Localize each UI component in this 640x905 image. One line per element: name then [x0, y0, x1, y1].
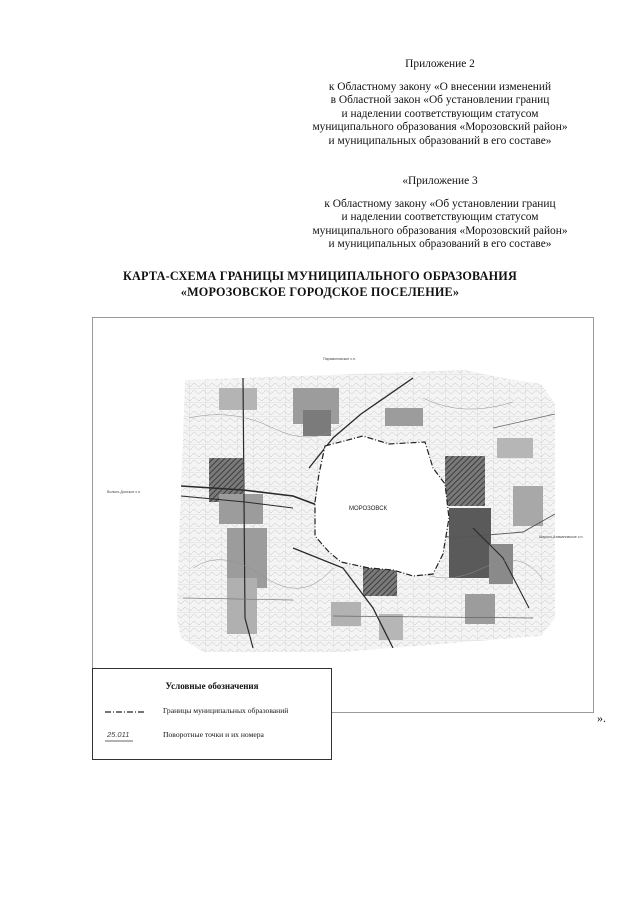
appendix-3-line: и муниципальных образований в его составе»: [328, 238, 552, 251]
appendix-3-line: муниципального образования «Морозовский район»: [312, 224, 568, 237]
map-label-neighbor-top: Парамоновское с.п.: [323, 357, 357, 361]
appendix-2-line: к Областному закону «О внесении изменений: [328, 80, 552, 93]
document-title: [0, 268, 640, 300]
map-label-town: МОРОЗОВСК: [348, 506, 388, 512]
map-frame: [92, 317, 594, 713]
appendix-2-line: муниципального образования «Морозовский район»: [312, 121, 568, 134]
appendix-2-header: [290, 58, 590, 149]
map-legend: [92, 668, 332, 760]
boundary-line-icon: [105, 705, 145, 719]
appendix-3-title: «Приложение 3: [402, 175, 478, 187]
legend-row-boundary-label: Границы муниципальных образований: [163, 706, 289, 715]
map-label-neighbor-left: Вольно-Донское с.п.: [107, 490, 142, 494]
turn-point-underline-icon: [105, 729, 145, 743]
document-title-line-1: КАРТА-СХЕМА ГРАНИЦЫ МУНИЦИПАЛЬНОГО ОБРАЗОВАНИЯ: [123, 269, 517, 283]
appendix-2-line: и муниципальных образований в его составе»: [328, 134, 552, 147]
legend-row-turn-points-label: Поворотные точки и их номера: [163, 730, 264, 739]
closing-quote: ».: [597, 711, 606, 725]
document-title-line-2: «МОРОЗОВСКОЕ ГОРОДСКОЕ ПОСЕЛЕНИЕ»: [180, 285, 460, 299]
appendix-2-line: в Областной закон «Об установлении границ: [330, 94, 550, 107]
appendix-3-line: и наделении соответствующим статусом: [341, 211, 539, 224]
appendix-2-title: Приложение 2: [405, 58, 475, 70]
turn-point-code: 25.011: [107, 730, 130, 739]
legend-title: Условные обозначения: [165, 681, 259, 691]
appendix-3-line: к Областному закону «Об установлении границ: [324, 197, 556, 210]
appendix-3-header: [290, 175, 590, 252]
map-scheme: [93, 318, 593, 712]
map-label-neighbor-right: Широко-Атамановское с.п.: [539, 535, 584, 539]
appendix-2-line: и наделении соответствующим статусом: [341, 107, 539, 120]
